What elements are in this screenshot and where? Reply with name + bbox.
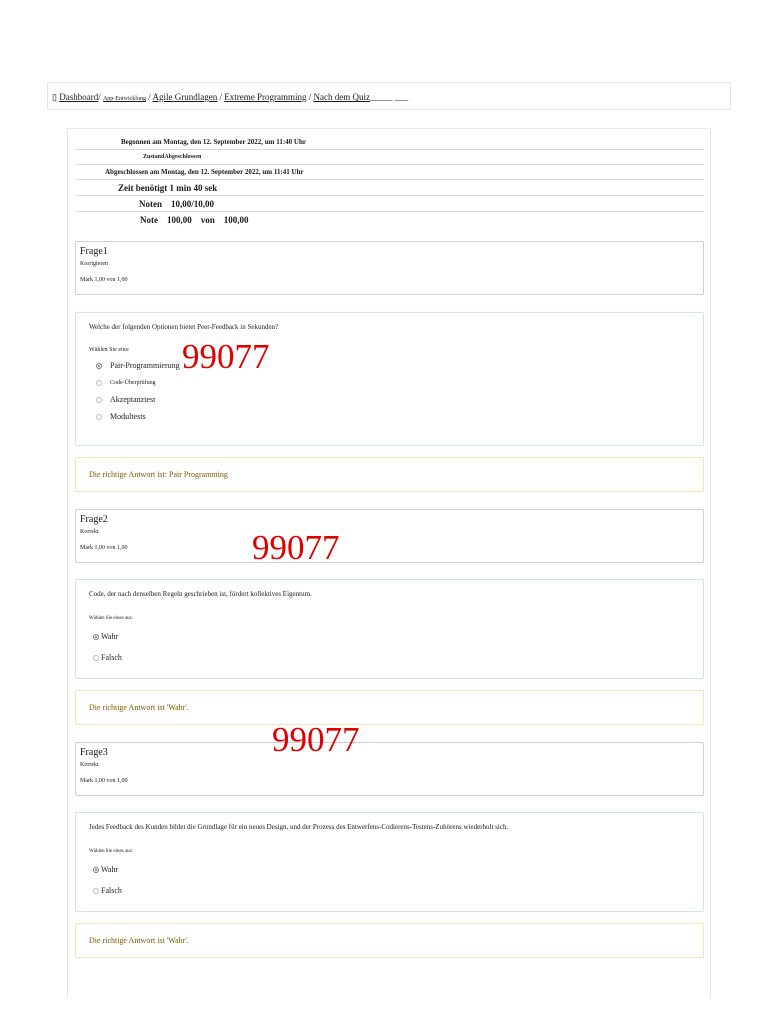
radio-icon[interactable] <box>96 414 102 420</box>
summary-state: ZustandAbgeschlossen <box>143 154 202 160</box>
breadcrumb-separator: / <box>308 92 312 102</box>
question-2-feedback: Die richtige Antwort ist 'Wahr'. <box>75 690 704 725</box>
summary-started: Begonnen am Montag, den 12. September 2022, um 11:40 Uhr <box>121 138 306 146</box>
breadcrumb-after-quiz[interactable]: Nach dem Quiz <box>313 92 370 102</box>
summary-grade-row <box>75 212 704 228</box>
option-label: Wahr <box>101 632 119 641</box>
option-label: Wahr <box>101 865 119 874</box>
question-3-content <box>75 812 704 912</box>
summary-started-row <box>75 135 704 150</box>
answer-prompt: Wählen Sie eins: <box>89 347 130 353</box>
breadcrumb-agile[interactable]: Agile Grundlagen <box>152 92 218 102</box>
breadcrumb-trail: _____ ___ <box>369 92 409 102</box>
answer-option[interactable] <box>93 880 703 901</box>
radio-icon[interactable] <box>93 888 99 894</box>
question-title: Frage2 <box>80 514 108 525</box>
summary-marks-row <box>75 196 704 212</box>
watermark-number: 99077 <box>272 720 360 759</box>
radio-icon[interactable] <box>96 380 102 386</box>
summary-time: Zeit benötigt 1 min 40 sek <box>118 183 218 193</box>
radio-icon[interactable] <box>96 397 102 403</box>
answer-options <box>76 859 703 901</box>
breadcrumb-dashboard[interactable]: Dashboard <box>59 92 99 102</box>
answer-options <box>76 357 703 425</box>
question-mark: Mark 1,00 von 1,00 <box>80 545 128 551</box>
question-title: Frage3 <box>80 747 108 758</box>
question-2-info <box>75 509 704 567</box>
question-1-content <box>75 312 704 446</box>
question-2-content <box>75 579 704 679</box>
radio-selected-icon[interactable] <box>96 363 102 369</box>
question-state: Korrigieren <box>80 261 108 267</box>
question-text: Jedes Feedback des Kunden bildet die Grundlage für ein neues Design, und der Prozess des Entwerfens-Codierens-Testens-Zuhörens wiederholt sich. <box>89 823 509 831</box>
breadcrumb-separator: / <box>98 92 101 102</box>
answer-option[interactable] <box>93 859 703 880</box>
question-mark: Mark 1,00 von 1,00 <box>80 778 128 784</box>
option-label: Falsch <box>101 653 122 662</box>
summary-completed: Abgeschlossen am Montag, den 12. September 2022, um 11:41 Uhr <box>105 168 304 176</box>
answer-option[interactable] <box>96 391 703 408</box>
summary-completed-row <box>75 165 704 180</box>
option-label: Pair-Programmierung <box>110 361 180 370</box>
answer-prompt: Wählen Sie eines aus: <box>89 616 134 621</box>
answer-option[interactable] <box>93 647 703 668</box>
answer-option[interactable] <box>96 408 703 425</box>
answer-prompt: Wählen Sie eines aus: <box>89 849 134 854</box>
question-1-info <box>75 241 704 295</box>
watermark-number: 99077 <box>252 528 340 567</box>
question-title: Frage1 <box>80 246 108 257</box>
breadcrumb-separator: / <box>148 92 151 102</box>
question-1-feedback: Die richtige Antwort ist: Pair Programming <box>75 457 704 492</box>
option-label: Akzeptanztest <box>110 395 156 404</box>
attempt-summary <box>75 135 704 228</box>
breadcrumb-app-dev[interactable]: App-Entwicklung <box>102 96 146 102</box>
question-3-feedback: Die richtige Antwort ist 'Wahr'. <box>75 923 704 958</box>
square-icon: ▯ <box>52 92 57 102</box>
breadcrumb-xp[interactable]: Extreme Programming <box>224 92 307 102</box>
watermark-number: 99077 <box>182 337 270 376</box>
breadcrumb-separator: / <box>219 92 222 102</box>
question-state: Korrekt <box>80 529 99 535</box>
summary-grade: Note 100,00 von 100,00 <box>140 215 249 225</box>
question-3-info <box>75 742 704 796</box>
summary-state-row <box>75 150 704 165</box>
option-label: Modultests <box>110 412 146 421</box>
radio-selected-icon[interactable] <box>93 867 99 873</box>
summary-marks: Noten 10,00/10,00 <box>139 199 214 209</box>
question-state: Korrekt <box>80 762 99 768</box>
radio-icon[interactable] <box>93 655 99 661</box>
option-label: Code-Überprüfung <box>110 379 156 386</box>
breadcrumb <box>47 82 731 110</box>
question-text: Welche der folgenden Optionen bietet Peer-Feedback in Sekunden? <box>89 323 279 331</box>
answer-option[interactable] <box>96 374 703 391</box>
answer-option[interactable] <box>93 626 703 647</box>
option-label: Falsch <box>101 886 122 895</box>
question-text: Code, der nach denselben Regeln geschrieben ist, fördert kollektives Eigentum. <box>89 590 312 598</box>
question-mark: Mark 1,00 von 1,00 <box>80 277 128 283</box>
summary-time-row <box>75 180 704 196</box>
radio-selected-icon[interactable] <box>93 634 99 640</box>
answer-options <box>76 626 703 668</box>
